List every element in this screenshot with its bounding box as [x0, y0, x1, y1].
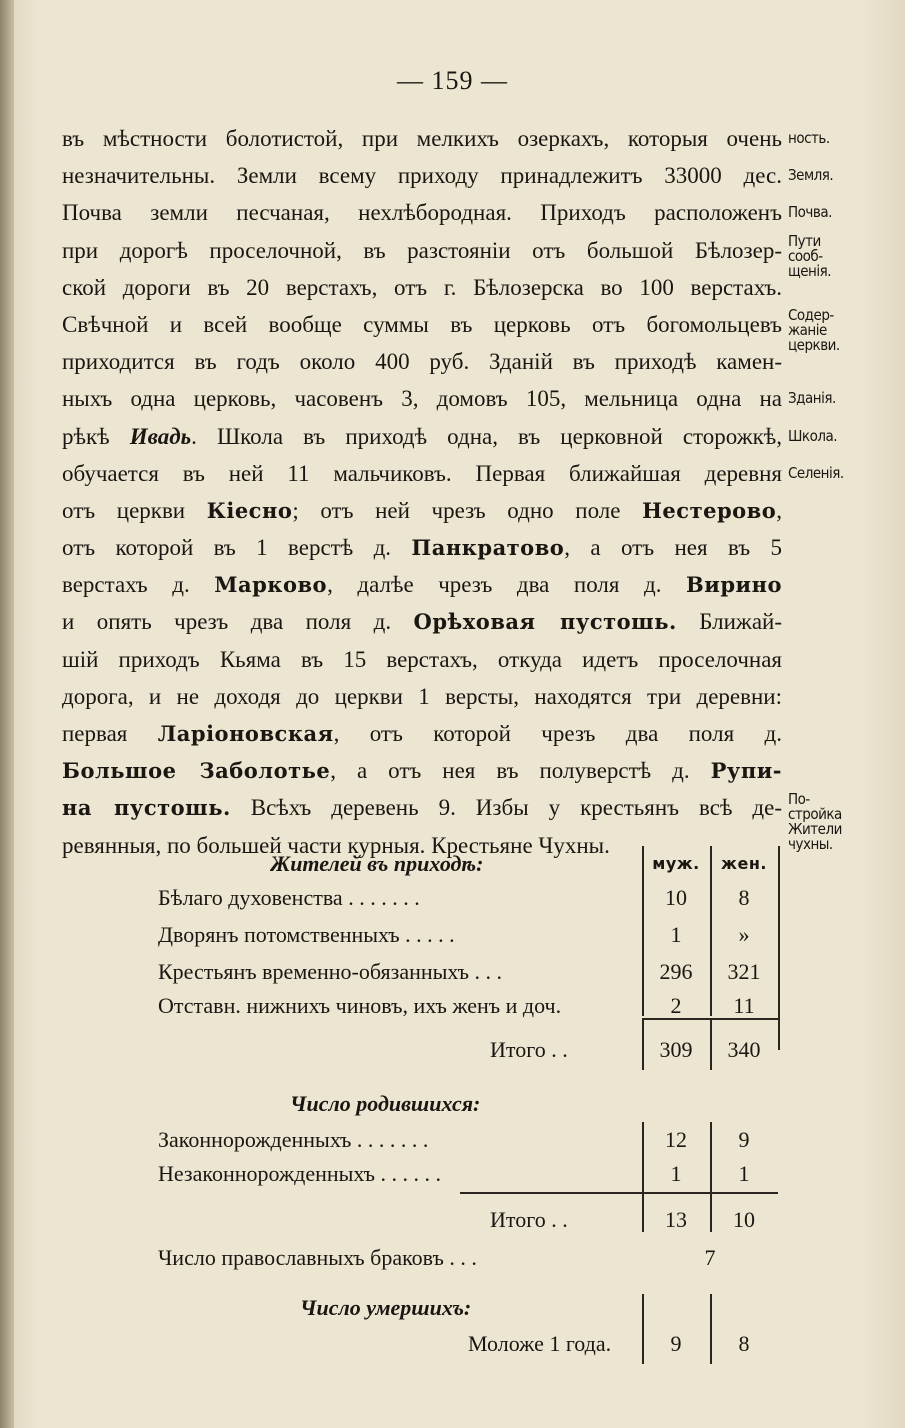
- village-name: Вирино: [686, 572, 782, 598]
- sum-rule: [460, 1192, 778, 1194]
- margin-note: [788, 131, 848, 146]
- margin-note-line: сооб-: [788, 246, 823, 265]
- margin-note: [788, 205, 848, 220]
- text-segment: , а отъ нея въ полуверстѣ д.: [330, 758, 711, 784]
- female-value: 1: [738, 1161, 750, 1186]
- table-header-row: [150, 848, 800, 880]
- text-line: [62, 492, 782, 529]
- text-line: [62, 120, 782, 157]
- text-segment: шій приходъ Кьяма въ 15 верстахъ, откуда идетъ проселочная: [62, 646, 782, 672]
- margin-note-line: Почва.: [788, 203, 832, 222]
- text-line: [62, 455, 782, 492]
- margin-note-line: щенія.: [788, 261, 831, 280]
- text-segment: ; отъ ней чрезъ одно поле: [292, 497, 643, 523]
- table-row: [150, 1158, 800, 1190]
- female-value: 9: [738, 1127, 750, 1152]
- text-line: [62, 715, 782, 752]
- text-line: [62, 752, 782, 789]
- text-segment: дорога, и не доходя до церкви 1 версты, находятся три деревни:: [62, 683, 782, 709]
- text-segment: ныхъ одна церковь, часовенъ 3, домовъ 105, мельница одна на: [62, 386, 782, 412]
- total-label: Итого . .: [490, 1207, 568, 1232]
- text-line: [62, 529, 782, 566]
- text-segment: Ближай-: [676, 609, 782, 635]
- male-column-header: муж.: [652, 854, 700, 873]
- statistics-table: [150, 838, 800, 1378]
- margin-note: [788, 308, 848, 353]
- female-column-header: жен.: [721, 854, 767, 873]
- text-line: [62, 418, 782, 455]
- row-label: Отставн. нижнихъ чиновъ, ихъ женъ и доч.: [158, 993, 562, 1018]
- male-value: 9: [670, 1331, 682, 1356]
- margin-note-line: Школа.: [788, 426, 838, 445]
- text-line: [62, 641, 782, 678]
- text-segment: , далѣе чрезъ два поля д.: [327, 572, 687, 598]
- text-segment: ской дороги въ 20 верстахъ, отъ г. Бѣлозерска во 100 верстахъ.: [62, 274, 782, 300]
- text-segment: и опять чрезъ два поля д.: [62, 609, 414, 635]
- text-segment: , а отъ нея въ 5: [564, 535, 782, 561]
- margin-note-line: ность.: [788, 129, 830, 147]
- margin-note: [788, 463, 848, 482]
- village-name: Ларіоновская: [157, 721, 334, 746]
- village-name: Панкратово: [411, 535, 565, 561]
- page-binding-edge: [0, 0, 14, 1428]
- table-row: [150, 1328, 800, 1360]
- marriages-row: [150, 1242, 800, 1274]
- table-row: [150, 919, 800, 951]
- text-segment: ,: [776, 497, 782, 523]
- text-segment: рѣкѣ: [62, 423, 130, 449]
- margin-note-line: Содер-: [788, 306, 834, 324]
- margin-note: [788, 391, 848, 406]
- text-segment: отъ которой въ 1 верстѣ д.: [62, 535, 412, 561]
- margin-note-line: Земля.: [788, 166, 834, 185]
- text-line: [62, 269, 782, 306]
- text-segment: въ мѣстности болотистой, при мелкихъ озеркахъ, которыя очень: [62, 126, 782, 151]
- male-value: 2: [670, 993, 682, 1018]
- text-segment: обучается въ ней 11 мальчиковъ. Первая ближайшая деревня: [62, 460, 782, 486]
- text-line: [62, 380, 782, 417]
- births-title: Число родившихся:: [290, 1091, 481, 1116]
- male-value: 12: [665, 1127, 687, 1152]
- text-segment: верстахъ д.: [62, 572, 215, 598]
- text-line: [62, 194, 782, 231]
- female-value: 8: [738, 1331, 750, 1356]
- female-value: 321: [727, 959, 761, 984]
- text-line: [62, 157, 782, 194]
- text-segment: . Школа въ приходѣ одна, въ церковной сторожкѣ,: [191, 423, 782, 449]
- text-segment: , отъ которой чрезъ два поля д.: [333, 721, 782, 746]
- text-segment: Всѣхъ деревень 9. Избы у крестьянъ всѣ де-: [230, 795, 782, 821]
- margin-note-line: По-: [788, 789, 810, 808]
- row-label: Бѣлаго духовенства . . . . . . .: [158, 885, 420, 910]
- river-name: Ивадь: [129, 423, 192, 449]
- margin-note: [788, 426, 848, 445]
- margin-note-line: Пути: [788, 231, 821, 250]
- male-value: 1: [670, 1161, 682, 1186]
- text-line: [62, 603, 782, 640]
- row-label: Незаконнорожденныхъ . . . . . .: [158, 1161, 441, 1186]
- text-segment: ревянныя, по большей части курныя. Крестьяне Чухны.: [62, 832, 610, 858]
- text-line: [62, 789, 782, 826]
- male-total: 309: [659, 1037, 693, 1062]
- residents-total-row: [150, 1034, 800, 1066]
- village-name: Орѣховая пустошь.: [413, 609, 677, 635]
- village-name: Марково: [214, 572, 328, 598]
- page-number: — 159 —: [397, 66, 508, 95]
- male-total: 13: [665, 1207, 687, 1232]
- female-total: 10: [733, 1207, 755, 1232]
- marriages-value: 7: [704, 1245, 716, 1270]
- text-line: [62, 232, 782, 269]
- total-label: Итого . .: [490, 1037, 568, 1062]
- text-segment: при дорогѣ проселочной, въ разстояніи отъ большой Бѣлозер-: [62, 237, 782, 263]
- male-value: 10: [665, 885, 687, 910]
- village-name: на пустошь.: [62, 795, 231, 821]
- row-label: Законнорожденныхъ . . . . . . .: [158, 1127, 429, 1152]
- margin-note-line: Жители: [788, 819, 842, 838]
- body-text: [62, 120, 782, 864]
- village-name: Кіесно: [206, 497, 293, 523]
- table-row: [150, 1124, 800, 1156]
- text-segment: первая: [62, 721, 158, 746]
- margin-note-line: церкви.: [788, 336, 840, 354]
- margin-note-line: чухны.: [788, 834, 833, 853]
- female-value: 11: [733, 993, 755, 1018]
- deaths-title: Число умершихъ:: [300, 1295, 472, 1320]
- row-label: Дворянъ потомственныхъ . . . . .: [158, 922, 455, 947]
- table-row: [150, 882, 800, 914]
- male-value: 1: [670, 922, 682, 947]
- marriages-label: Число православныхъ браковъ . . .: [158, 1245, 477, 1270]
- births-total-row: [150, 1204, 800, 1236]
- village-name: Большое Заболотье: [62, 758, 331, 784]
- text-segment: незначительны. Земли всему приходу принадлежитъ 33000 дес.: [62, 163, 782, 189]
- male-value: 296: [659, 959, 693, 984]
- margin-note: [788, 168, 848, 183]
- female-total: 340: [727, 1037, 761, 1062]
- margin-note-line: Зданія.: [788, 389, 836, 408]
- margin-note-line: жаніе: [788, 321, 827, 339]
- margin-note-line: Селенія.: [788, 463, 844, 482]
- deaths-title-row: [150, 1292, 800, 1324]
- row-label: Крестьянъ временно-обязанныхъ . . .: [158, 959, 502, 984]
- table-row: [150, 956, 800, 988]
- row-label: Моложе 1 года.: [468, 1331, 612, 1356]
- text-segment: Свѣчной и всей вообще суммы въ церковь отъ богомольцевъ: [62, 311, 782, 337]
- text-line: [62, 306, 782, 343]
- text-line: [62, 566, 782, 603]
- text-segment: отъ церкви: [62, 497, 207, 523]
- female-value: 8: [738, 885, 750, 910]
- table-row: [150, 990, 800, 1022]
- residents-title: Жителей въ приходѣ:: [270, 851, 484, 876]
- text-segment: Почва земли песчаная, нехлѣбородная. Приходъ расположенъ: [62, 200, 782, 226]
- margin-note: [788, 231, 848, 280]
- text-segment: приходится въ годъ около 400 руб. Зданій въ приходѣ камен-: [62, 349, 782, 375]
- text-line: [62, 678, 782, 715]
- births-title-row: [150, 1088, 800, 1120]
- text-line: [62, 343, 782, 380]
- margin-note-line: стройка: [788, 804, 842, 823]
- female-value: »: [738, 922, 750, 947]
- village-name: Рупи-: [710, 758, 782, 784]
- village-name: Нестерово: [642, 497, 777, 523]
